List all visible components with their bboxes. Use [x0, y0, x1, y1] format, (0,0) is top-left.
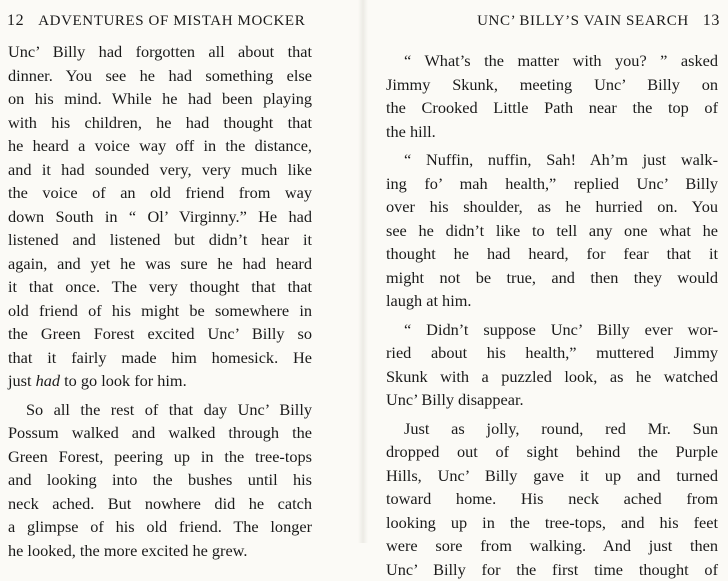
text-line: Possum walked and walked through the: [8, 421, 312, 445]
right-header: [477, 12, 720, 30]
text-line: see he didn’t like to tell any one what he: [386, 219, 718, 243]
left-body-text: [8, 40, 312, 562]
page-number: 13: [703, 12, 720, 29]
text-line: old friend of his might be somewhere in: [8, 299, 312, 323]
text-line: thought he had heard, for fear that it: [386, 242, 718, 266]
text-line: Hills, Unc’ Billy gave it up and turned: [386, 464, 718, 488]
text-line: over his shoulder, as he hurried on. You: [386, 195, 718, 219]
text-line: the Green Forest excited Unc’ Billy so: [8, 322, 312, 346]
text-line: Skunk with a puzzled look, as he watched: [386, 365, 718, 389]
text-line: [8, 369, 312, 393]
running-head: UNC’ BILLY’S VAIN SEARCH: [477, 13, 689, 29]
text-line: Unc’ Billy for the first time thought of: [386, 558, 718, 581]
text-line: were sore from walking. And just then: [386, 534, 718, 558]
text-line: dinner. You see he had something else: [8, 64, 312, 88]
text-line: “ Nuffin, nuffin, Sah! Ah’m just walk-: [386, 148, 718, 172]
text-line: he looked, the more excited he grew.: [8, 539, 312, 563]
text-line: dropped out of sight behind the Purple: [386, 440, 718, 464]
text-line: the voice of an old friend from way: [8, 181, 312, 205]
text-line: Just as jolly, round, red Mr. Sun: [386, 417, 718, 441]
right-page: [366, 0, 728, 543]
text-line: laugh at him.: [386, 289, 718, 313]
text-line: with his children, he had thought that: [8, 111, 312, 135]
text-line: Green Forest, peering up in the tree-tops: [8, 445, 312, 469]
text-line: ried about his health,” muttered Jimmy: [386, 341, 718, 365]
text-line: that it fairly made him homesick. He: [8, 346, 312, 370]
text-line: it that once. The very thought that that: [8, 275, 312, 299]
text-line: toward home. His neck ached from: [386, 487, 718, 511]
text-line: Jimmy Skunk, meeting Unc’ Billy on: [386, 73, 718, 97]
emphasis-text: had: [36, 371, 60, 390]
text-line: looking up in the tree-tops, and his feet: [386, 511, 718, 535]
text-line: and it had sounded very, very much like: [8, 158, 312, 182]
text-line: might not be true, and then they would: [386, 266, 718, 290]
left-header: [7, 12, 305, 30]
text-fragment: to go look for him.: [60, 371, 187, 390]
text-line: on his mind. While he had been playing: [8, 87, 312, 111]
text-line: So all the rest of that day Unc’ Billy: [8, 398, 312, 422]
running-head: ADVENTURES OF MISTAH MOCKER: [38, 13, 305, 29]
text-line: “ What’s the matter with you? ” asked: [386, 49, 718, 73]
text-line: neck ached. But nowhere did he catch: [8, 492, 312, 516]
left-page: [0, 0, 360, 543]
text-line: and looking into the bushes until his: [8, 468, 312, 492]
page-number: 12: [7, 12, 24, 29]
text-line: the hill.: [386, 120, 718, 144]
text-line: a glimpse of his old friend. The longer: [8, 515, 312, 539]
text-line: Unc’ Billy disappear.: [386, 388, 718, 412]
text-line: down South in “ Ol’ Virginny.” He had: [8, 205, 312, 229]
text-line: listened and listened but didn’t hear it: [8, 228, 312, 252]
text-line: the Crooked Little Path near the top of: [386, 96, 718, 120]
text-line: again, and yet he was sure he had heard: [8, 252, 312, 276]
text-line: Unc’ Billy had forgotten all about that: [8, 40, 312, 64]
right-body-text: [386, 49, 718, 581]
text-line: he heard a voice way off in the distance,: [8, 134, 312, 158]
text-line: “ Didn’t suppose Unc’ Billy ever wor-: [386, 318, 718, 342]
text-line: ing fo’ mah health,” replied Unc’ Billy: [386, 172, 718, 196]
text-fragment: just: [8, 371, 36, 390]
